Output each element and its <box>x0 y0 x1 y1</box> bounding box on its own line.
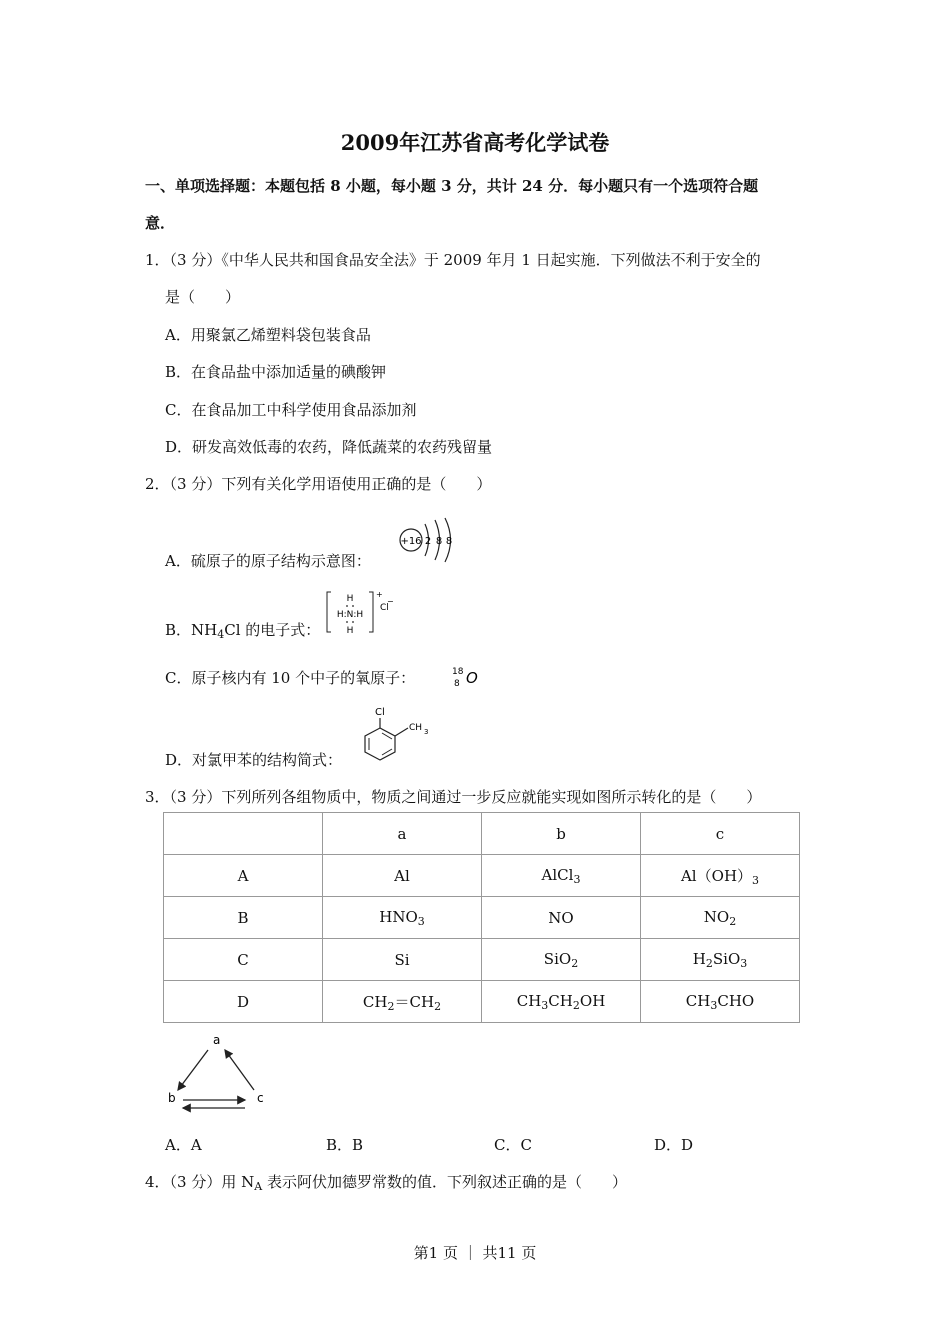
table-header-row <box>164 813 800 855</box>
question-2-option-b[interactable] <box>165 619 320 641</box>
question-3-option-b[interactable]: B．B <box>326 1136 364 1154</box>
option-b-prefix: B．NH <box>165 621 218 639</box>
chlorotoluene-structure-figure <box>360 703 440 765</box>
oxygen-isotope-symbol <box>451 665 485 689</box>
anion-charge-figure <box>375 595 395 609</box>
shell-3-label: 8 <box>445 536 453 547</box>
table-cell: B <box>164 897 323 939</box>
node-c-label: c <box>257 1091 264 1105</box>
question-1-stem-line2: 是（ ） <box>165 288 241 306</box>
table-row <box>164 939 800 981</box>
question-4-suffix: 表示阿伏加德罗常数的值．下列叙述正确的是（ ） <box>262 1173 627 1191</box>
table-header-cell: a <box>323 813 482 855</box>
question-4-prefix: 4．（3 分）用 N <box>145 1173 255 1191</box>
substituent-1: Cl <box>375 707 385 718</box>
table-cell: Al <box>323 855 482 897</box>
table-cell: $CH_3CH_2OH$ <box>482 981 641 1023</box>
question-4-stem <box>145 1171 627 1193</box>
table-cell: Si <box>323 939 482 981</box>
table-cell: SiO$_2$ <box>482 939 641 981</box>
question-2-option-a[interactable]: A．硫原子的原子结构示意图： <box>165 552 371 570</box>
nucleus-label: +16 <box>400 536 422 547</box>
mass-number: 18 <box>452 667 464 677</box>
conversion-cycle-diagram <box>163 1030 273 1112</box>
question-2-option-d[interactable]: D．对氯甲苯的结构简式： <box>165 751 343 769</box>
svg-text:H: H <box>346 594 354 604</box>
option-b-suffix: Cl 的电子式： <box>224 621 321 639</box>
page-title: 2009年江苏省高考化学试卷 <box>340 130 610 155</box>
cation-charge: + <box>376 590 383 599</box>
svg-text:H: H <box>346 626 354 636</box>
atomic-number: 8 <box>454 679 460 689</box>
option-b-subscript: 4 <box>217 628 225 641</box>
substituent-2-subscript: 3 <box>424 728 429 736</box>
question-3-option-a[interactable]: A．A <box>165 1136 202 1154</box>
substances-table <box>163 812 800 1023</box>
table-row <box>164 897 800 939</box>
table-cell: C <box>164 939 323 981</box>
question-3-option-c[interactable]: C．C <box>494 1136 532 1154</box>
table-cell: A <box>164 855 323 897</box>
section-heading-line1: 一、单项选择题：本题包括 8 小题，每小题 3 分，共计 24 分．每小题只有一个选项符合题 <box>145 177 759 195</box>
node-b-label: b <box>168 1091 176 1105</box>
question-3-stem: 3．（3 分）下列所列各组物质中，物质之间通过一步反应就能实现如图所示转化的是（ ） <box>145 788 762 806</box>
question-1-option-a[interactable]: A．用聚氯乙烯塑料袋包装食品 <box>165 326 371 344</box>
question-2-option-c[interactable]: C．原子核内有 10 个中子的氧原子： <box>165 669 416 687</box>
table-row <box>164 981 800 1023</box>
question-4-subscript: A <box>254 1180 263 1193</box>
sulfur-atom-structure-figure <box>398 512 460 562</box>
table-cell: D <box>164 981 323 1023</box>
question-1-option-d[interactable]: D．研发高效低毒的农药，降低蔬菜的农药残留量 <box>165 438 493 456</box>
question-2-stem: 2．（3 分）下列有关化学用语使用正确的是（ ） <box>145 475 492 493</box>
table-cell: NO <box>482 897 641 939</box>
table-cell: $NO_2$ <box>641 897 800 939</box>
table-row <box>164 855 800 897</box>
table-header-cell: c <box>641 813 800 855</box>
anion-label: Cl <box>380 603 389 613</box>
table-cell: $Al(OH)_3$ <box>641 855 800 897</box>
page-footer: 第1 页 ｜ 共11 页 <box>413 1244 537 1262</box>
node-a-label: a <box>213 1033 221 1047</box>
table-cell: $H_2SiO_3$ <box>641 939 800 981</box>
question-3-option-d[interactable]: D．D <box>654 1136 694 1154</box>
table-cell: $CH_3CHO$ <box>641 981 800 1023</box>
element-symbol: O <box>466 669 478 687</box>
table-cell: AlCl$_3$ <box>482 855 641 897</box>
shell-2-label: 8 <box>435 536 443 547</box>
question-1-option-c[interactable]: C．在食品加工中科学使用食品添加剂 <box>165 401 417 419</box>
section-heading-line2: 意． <box>145 214 176 232</box>
table-header-cell <box>164 813 323 855</box>
substituent-2: CH <box>409 723 423 733</box>
table-cell: $HNO_3$ <box>323 897 482 939</box>
svg-text:−: − <box>387 597 394 606</box>
table-cell: $CH_2=CH_2$ <box>323 981 482 1023</box>
question-1-option-b[interactable]: B．在食品盐中添加适量的碘酸钾 <box>165 363 387 381</box>
question-1-stem-line1: 1．（3 分）《中华人民共和国食品安全法》于 2009 年月 1 日起实施．下列做法不利于安全的 <box>145 251 761 269</box>
svg-text:H:N:H: H:N:H <box>336 610 364 620</box>
table-header-cell: b <box>482 813 641 855</box>
shell-1-label: 2 <box>424 536 432 547</box>
